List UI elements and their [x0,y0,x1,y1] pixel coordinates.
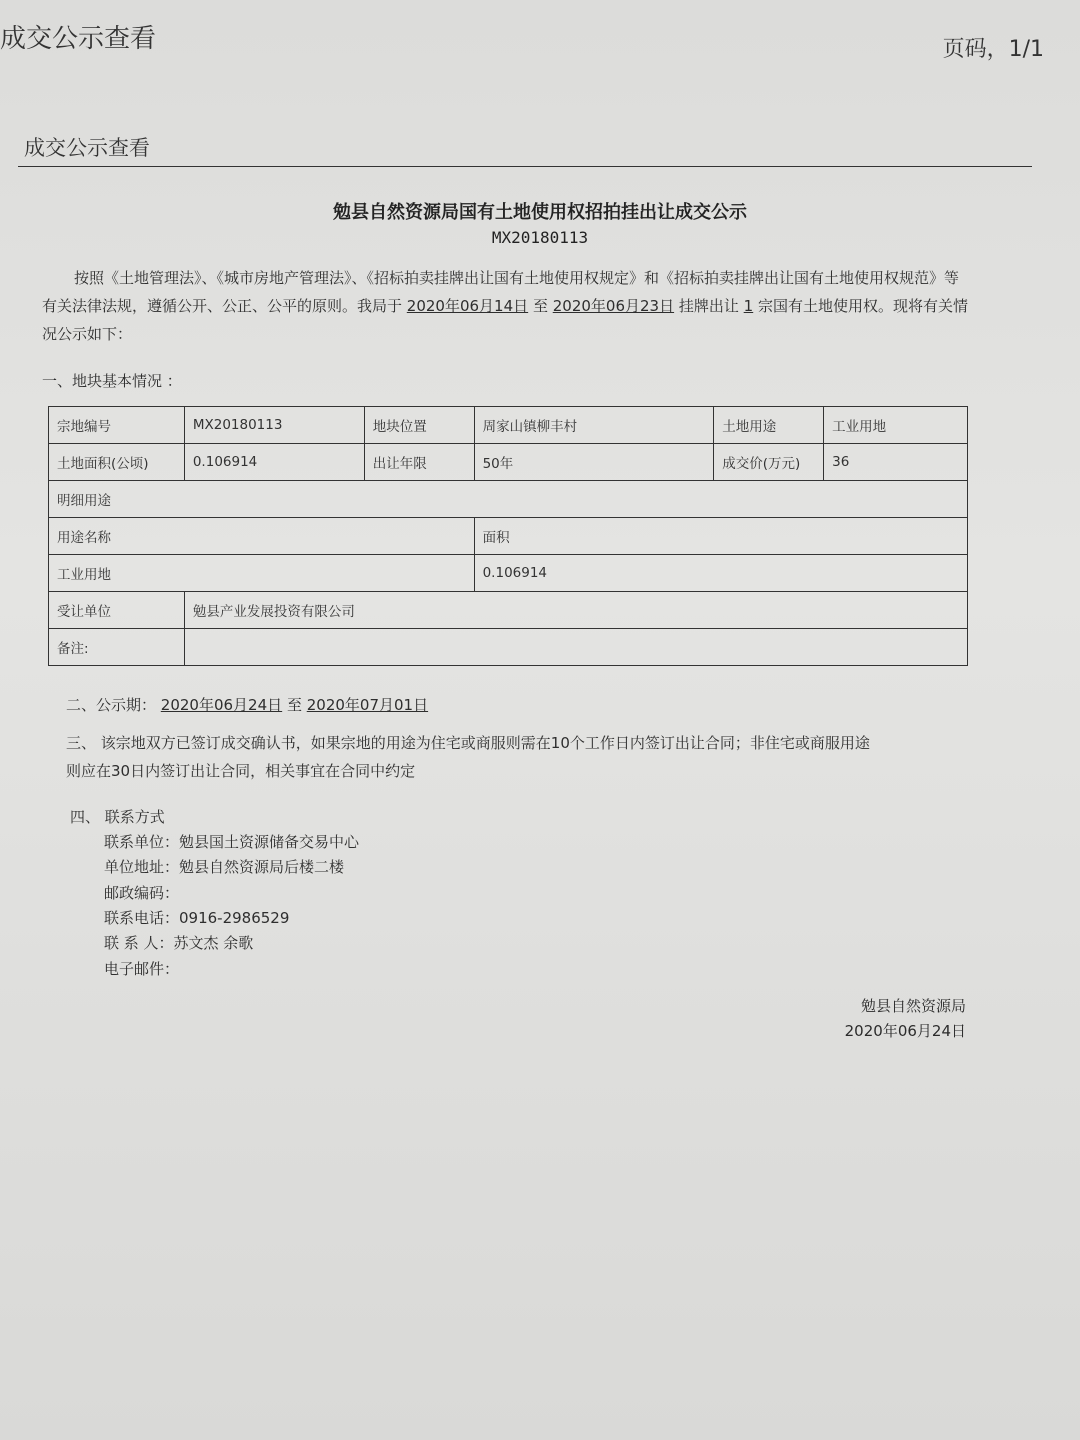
section3-line1: 三、 该宗地双方已签订成交确认书，如果宗地的用途为住宅或商服则需在10个工作日内签订出让合同；非住宅或商服用途 [66,734,870,752]
contact-unit: 联系单位：勉县国土资源储备交易中心 [104,833,360,851]
intro-text-1: 按照《土地管理法》、《城市房地产管理法》、《招标拍卖挂牌出让国有土地使用权规定》和《招标拍卖挂牌出让国有土地使用权规范》等有关法律法规，遵循公开、公正、公平的原则。我局于 [42,269,960,315]
location-value: 周家山镇柳丰村 [474,407,714,444]
signature-org: 勉县自然资源局 [860,997,966,1015]
contact-email: 电子邮件： [104,960,180,978]
signature-date: 2020年06月24日 [844,1022,966,1040]
remark-label: 备注: [49,629,185,666]
area-label: 土地面积(公顷) [49,444,185,481]
remark-value [184,629,967,666]
page-number: 页码，1/1 [942,37,1044,62]
section-heading: 成交公示查看 [24,136,150,160]
use-name-header: 用途名称 [49,518,475,555]
location-label: 地块位置 [364,407,474,444]
section4-title: 四、 联系方式 [70,808,165,826]
contact-address: 单位地址：勉县自然资源局后楼二楼 [104,858,345,876]
table-row [49,592,968,629]
parcel-count: 1 [743,297,754,315]
table-row [49,444,968,481]
detail-use-label: 明细用途 [49,481,968,518]
print-header-title: 成交公示查看 [0,24,157,54]
price-label: 成交价(万元) [714,444,824,481]
section2-label: 二、公示期： [66,696,157,714]
grantee-label: 受让单位 [49,592,185,629]
parcel-info-table [48,406,968,666]
table-row [49,407,968,444]
section2 [66,694,428,715]
section1-title: 一、地块基本情况 ： [42,372,182,390]
intro-to: 至 [532,297,548,315]
grantee-value: 勉县产业发展投资有限公司 [184,592,967,629]
table-row [49,481,968,518]
parcel-no-label: 宗地编号 [49,407,185,444]
table-row [49,518,968,555]
intro-text-3: 宗国有土地使用权。现将有关情况公示如下： [42,297,969,343]
detail-use-value: 工业用地 [49,555,475,592]
term-value: 50年 [474,444,714,481]
term-label: 出让年限 [364,444,474,481]
area-header: 面积 [474,518,967,555]
listing-start-date: 2020年06月14日 [406,297,529,315]
intro-paragraph [42,264,972,348]
intro-text-2: 挂牌出让 [678,297,739,315]
divider [18,166,1032,167]
publicity-start-date: 2020年06月24日 [160,696,283,714]
document-code: MX20180113 [491,228,589,247]
use-value: 工业用地 [824,407,968,444]
contact-phone: 联系电话：0916-2986529 [104,909,290,927]
price-value: 36 [824,444,968,481]
document-title: 勉县自然资源局国有土地使用权招拍挂出让成交公示 [333,202,747,223]
publicity-end-date: 2020年07月01日 [306,696,429,714]
use-label: 土地用途 [714,407,824,444]
table-row [49,629,968,666]
listing-end-date: 2020年06月23日 [552,297,675,315]
parcel-no-value: MX20180113 [184,407,364,444]
contact-person: 联 系 人：苏文杰 余歌 [104,934,254,952]
section2-to: 至 [286,696,302,714]
detail-area-value: 0.106914 [474,555,967,592]
area-value: 0.106914 [184,444,364,481]
table-row [49,555,968,592]
contact-postcode: 邮政编码： [104,884,180,902]
section3-line2: 则应在30日内签订出让合同，相关事宜在合同中约定 [66,762,416,780]
